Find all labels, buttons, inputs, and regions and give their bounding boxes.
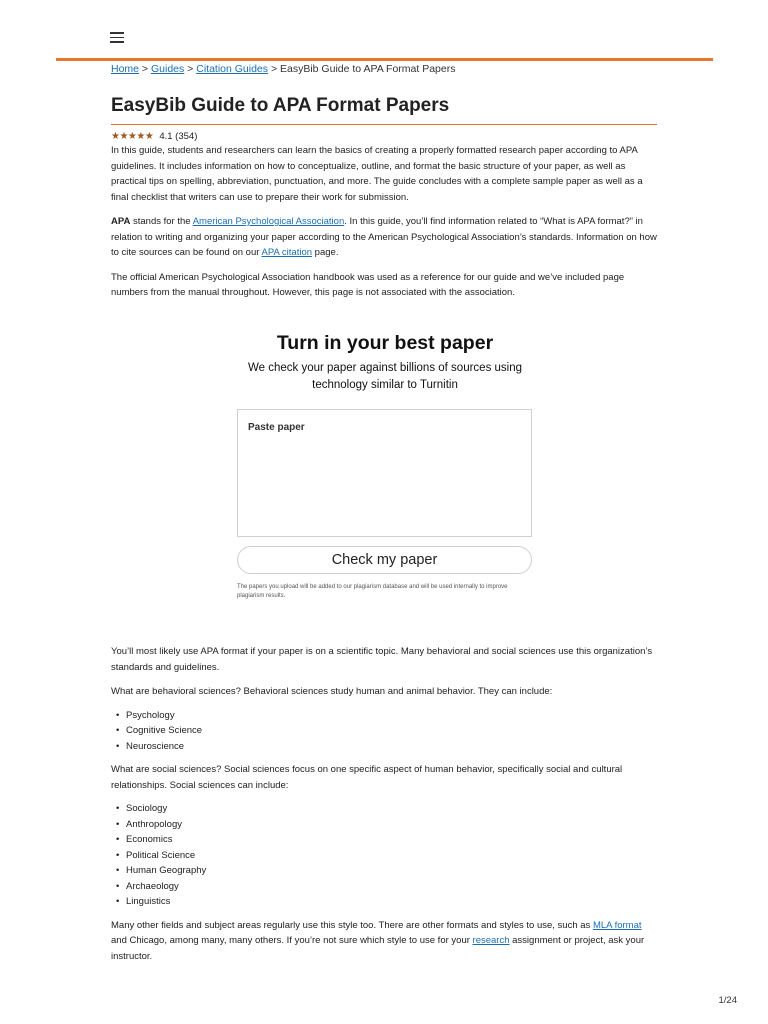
- research-link[interactable]: research: [472, 935, 510, 946]
- list-item: • Archaeology: [111, 879, 659, 895]
- title-divider: [111, 124, 657, 125]
- list-item: • Sociology: [111, 801, 659, 817]
- apa-association-link[interactable]: American Psychological Association: [192, 216, 345, 227]
- social-sciences-list: [111, 801, 659, 910]
- breadcrumb-guides-link[interactable]: Guides: [150, 63, 185, 75]
- check-my-paper-button[interactable]: Check my paper: [237, 546, 532, 574]
- list-item: • Anthropology: [111, 817, 659, 833]
- apa-citation-link[interactable]: APA citation: [261, 247, 313, 258]
- list-item: • Political Science: [111, 848, 659, 864]
- apa-definition-paragraph: APA stands for the American Psychological Association. In this guide, you’ll find information related to “What is APA format?” in relation to writing and organizing your paper according to the American Psychological Association’s standards. Information on how to cite sources can be found on our APA citation page.: [111, 216, 657, 258]
- page-title: EasyBib Guide to APA Format Papers: [111, 95, 450, 116]
- plagiarism-check-widget: [237, 330, 533, 601]
- list-item: • Neuroscience: [111, 739, 659, 755]
- hamburger-menu-icon[interactable]: [110, 32, 124, 44]
- rating-text: 4.1 (354): [159, 131, 198, 142]
- page-number: 1/24: [718, 995, 737, 1006]
- intro-paragraph: In this guide, students and researchers can learn the basics of creating a properly formatted research paper according to APA guidelines. It includes information on how to conceptualize, outline, and format the basic structure of your paper, as well as practical tips on spelling, abbreviation, punctuation, and more. The guide concludes with a complete sample paper as well as a final checklist that writers can use to prepare their work for submission.: [111, 145, 643, 203]
- top-bar: [0, 0, 768, 62]
- rating[interactable]: [111, 130, 659, 143]
- plagiarism-disclaimer: The papers you upload will be added to our plagiarism database and will be used internally to improve plagiarism results.: [237, 584, 508, 599]
- behavioral-sciences-paragraph: What are behavioral sciences? Behavioral sciences study human and animal behavior. They can include:: [111, 686, 553, 697]
- list-item: • Economics: [111, 832, 659, 848]
- list-item: • Psychology: [111, 708, 659, 724]
- breadcrumb-citation-guides-link[interactable]: Citation Guides: [196, 63, 269, 75]
- list-item: • Human Geography: [111, 863, 659, 879]
- breadcrumb-current: EasyBib Guide to APA Format Papers: [280, 63, 456, 75]
- handbook-paragraph: The official American Psychological Association handbook was used as a reference for our guide and we’ve included page numbers from the manual throughout. However, this page is not associated with the association.: [111, 271, 625, 298]
- star-rating-icon[interactable]: ★★★★★: [111, 131, 154, 142]
- behavioral-sciences-list: [111, 708, 659, 755]
- lower-content: [111, 644, 659, 964]
- apa-bold: APA: [111, 216, 131, 227]
- breadcrumb-separator: >: [139, 63, 151, 75]
- apa-usage-paragraph: You’ll most likely use APA format if your paper is on a scientific topic. Many behavioral and social sciences use this organization’s standards and guidelines.: [111, 646, 653, 673]
- breadcrumb: [111, 62, 659, 76]
- main-content: [111, 61, 659, 301]
- mla-format-link[interactable]: MLA format: [592, 919, 642, 931]
- list-item: • Cognitive Science: [111, 723, 659, 739]
- other-formats-paragraph: Many other fields and subject areas regularly use this style too. There are other formats and styles to use, such as MLA format and Chicago, among many, many others. If you’re not sure which style to use for your research assignment or project, ask your instructor.: [111, 919, 645, 962]
- promo-subtitle: We check your paper against billions of sources using technology similar to Turnitin: [247, 362, 523, 391]
- breadcrumb-separator: >: [184, 63, 197, 75]
- social-sciences-paragraph: What are social sciences? Social sciences focus on one specific aspect of human behavior, specifically social and cultural relationships. Social sciences can include:: [111, 764, 623, 791]
- list-item: • Linguistics: [111, 894, 659, 910]
- promo-title: Turn in your best paper: [276, 332, 494, 354]
- breadcrumb-separator: >: [268, 63, 280, 75]
- paste-paper-textarea[interactable]: Paste paper: [237, 409, 532, 537]
- breadcrumb-home-link[interactable]: Home: [111, 63, 140, 75]
